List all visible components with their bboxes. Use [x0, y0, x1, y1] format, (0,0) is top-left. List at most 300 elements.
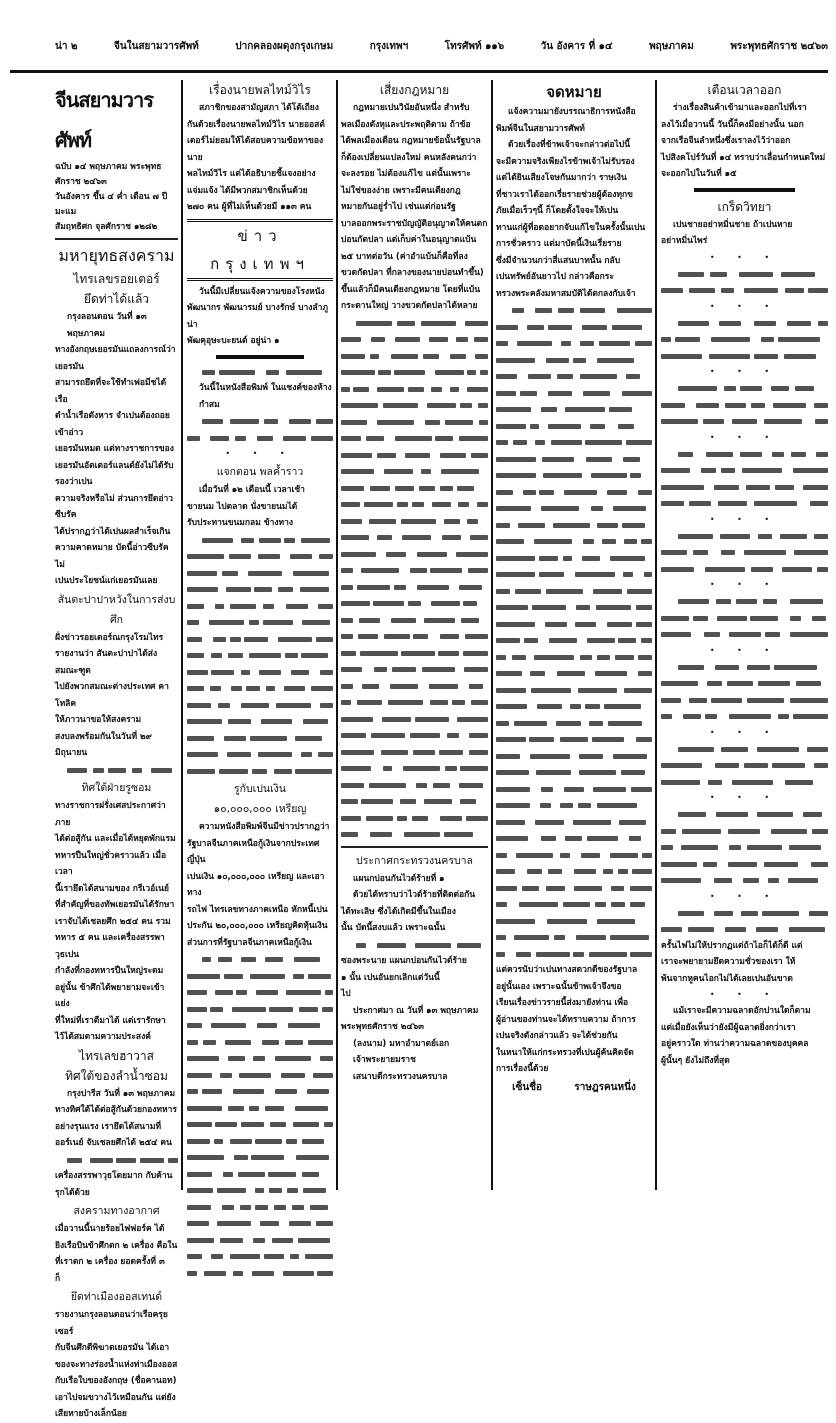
text-smudge [496, 424, 526, 429]
text-smudge [286, 1139, 297, 1144]
text-smudge [641, 539, 652, 544]
illegible-text-line [341, 579, 488, 596]
text-smudge [430, 700, 447, 705]
column-4 [496, 80, 652, 1098]
text-smudge [545, 622, 567, 627]
text-smudge [467, 370, 476, 375]
text-smudge [536, 952, 570, 957]
text-smudge [250, 736, 287, 741]
text-smudge [814, 403, 828, 408]
text-line: ฝั่งข่าวรอยเตอร์ณกรุงโรมไทร [55, 632, 164, 643]
text-smudge [219, 370, 255, 375]
text-smudge [791, 452, 806, 457]
text-smudge [763, 599, 777, 604]
illegible-text-line [55, 762, 178, 779]
text-smudge [369, 783, 406, 788]
text-smudge [593, 787, 626, 792]
text-smudge [250, 974, 285, 979]
text-smudge [249, 653, 281, 658]
text-smudge [743, 878, 758, 883]
illegible-text-line [496, 517, 652, 534]
text-line: แต่เมื่อยังเห็นว่ายังมีผู้ฉลาดยิ่งกว่าเรา [661, 1022, 796, 1033]
text-smudge [286, 604, 308, 609]
text-smudge [211, 653, 222, 658]
illegible-text-line [496, 451, 652, 468]
illegible-text-line [496, 566, 652, 583]
text-smudge [457, 717, 488, 722]
text-smudge [775, 485, 794, 490]
column-3 [341, 80, 488, 1085]
text-smudge [496, 787, 530, 792]
text-line: ได้ทะเลิษ ซึ่งได้เกิดมีขึ้นในเมือง [341, 906, 456, 917]
text-smudge [465, 321, 488, 326]
illegible-text [341, 937, 488, 954]
text-smudge [302, 1139, 323, 1144]
text-smudge [534, 539, 572, 544]
text-smudge [227, 752, 250, 757]
text-smudge [341, 651, 356, 656]
text-smudge [421, 469, 431, 474]
text-smudge [108, 768, 126, 773]
column-divider [655, 80, 657, 1190]
text-smudge [582, 556, 600, 561]
text-line: กรุงลอนดอน วันที่ ๑๓ พฤษภาคม [67, 312, 147, 339]
text-smudge [232, 1007, 266, 1012]
text-smudge [116, 1158, 136, 1163]
dot-separator: • • • [709, 580, 780, 589]
illegible-text-line [187, 680, 333, 697]
text-smudge [609, 407, 633, 412]
text-line: กฎหมายเปนวินัยอันหนึ่ง สำหรับ [353, 103, 470, 113]
text-smudge [517, 341, 552, 346]
text-smudge [721, 468, 735, 473]
text-smudge [583, 539, 594, 544]
text-smudge [187, 1221, 209, 1226]
text-smudge [341, 799, 358, 804]
text-smudge [187, 1089, 198, 1094]
text-smudge [548, 869, 562, 874]
text-line: เปนประโยชน์แก่เยอรมันเลย [55, 576, 158, 586]
text-smudge [603, 869, 613, 874]
text-line: กับเรือใบของอังกฤษ (ชื่อคานอท) [55, 1376, 177, 1386]
text-smudge [289, 1221, 311, 1226]
text-smudge [356, 943, 367, 948]
text-smudge [618, 638, 636, 643]
text-smudge [570, 704, 582, 709]
text-smudge [541, 506, 579, 511]
text-smudge [602, 539, 616, 544]
text-smudge [211, 1254, 223, 1259]
text-line: วันนี้ในหนังสือพิมพ์ ในแชงค์ของห้างกำสม [199, 383, 332, 410]
text-smudge [619, 820, 646, 825]
dot-separator: • • • [709, 252, 780, 262]
text-smudge [622, 391, 652, 396]
text-smudge [464, 667, 488, 672]
text-smudge [721, 747, 748, 752]
illegible-text-line [341, 529, 488, 546]
text-smudge [373, 601, 403, 606]
text-smudge [716, 599, 731, 604]
text-smudge [447, 733, 459, 738]
text-smudge [480, 370, 488, 375]
dot-separator: • • • [709, 727, 780, 737]
text-smudge [287, 1188, 297, 1193]
text-smudge [459, 783, 484, 788]
text-smudge [746, 485, 770, 490]
text-line: ที่ชาวเราได้ออกเรี่ยรายช่วยผู้ต้องทุกข [496, 189, 633, 200]
text-line: จะมีความจริงเพียงไรข้าพเจ้าไม่รับรอง [496, 156, 635, 167]
text-line: ๒๕ บาทต่อวัน (ค่าอำแบ้นก็คือที่ลง [341, 251, 468, 262]
illegible-text-line [661, 839, 828, 856]
text-smudge [496, 869, 515, 874]
text-smudge [295, 1106, 328, 1111]
text-smudge [785, 780, 813, 785]
text-line: เยอรมันหมด แต่ทางราชการของ [55, 444, 174, 454]
text-smudge [263, 620, 292, 625]
text-line: กรุงปารีส วันที่ ๑๓ พฤษภาคม [67, 1088, 176, 1099]
text-smudge [661, 468, 690, 473]
text-line: เปนทรัพย์อันยาวไป กล่าวคือกระ [496, 272, 614, 282]
text-smudge [810, 501, 828, 506]
text-smudge [320, 670, 333, 675]
text-smudge [558, 308, 573, 313]
text-smudge [303, 1188, 326, 1193]
text-smudge [758, 681, 789, 686]
text-smudge [496, 622, 535, 627]
text-smudge [610, 556, 645, 561]
buddhist-era-year: พระพุทธศักราช ๒๔๖๓ [730, 41, 828, 52]
text-smudge [496, 919, 535, 924]
text-smudge [292, 1205, 304, 1210]
text-smudge [341, 832, 358, 837]
text-smudge [412, 816, 429, 821]
illegible-text-line [496, 467, 652, 484]
text-smudge [630, 473, 640, 478]
text-smudge [803, 485, 828, 490]
illegible-text-line [496, 500, 652, 517]
text-smudge [341, 667, 362, 672]
text-smudge [209, 620, 244, 625]
text-smudge [276, 703, 311, 708]
text-smudge [341, 453, 372, 458]
text-smudge [761, 337, 774, 342]
text-smudge [541, 836, 556, 841]
text-smudge [496, 457, 536, 462]
text-smudge [630, 952, 652, 957]
text-line: ทหารปืนใหญ่ชั่วคราวแล้ว เมื่อเวลา [55, 850, 167, 877]
text-smudge [319, 554, 333, 559]
illegible-text-line [496, 302, 652, 319]
text-smudge [311, 686, 333, 691]
text-smudge [463, 601, 478, 606]
illegible-text-line [661, 397, 828, 414]
text-smudge [226, 587, 251, 592]
illegible-text [187, 364, 333, 381]
text-smudge [780, 534, 807, 539]
text-smudge [459, 436, 488, 441]
text-smudge [253, 1056, 266, 1061]
illegible-text-line [187, 1149, 333, 1166]
text-line: วันนี้มีเปลี่ยนแจ้งความของโรงหนัง [199, 286, 325, 297]
text-smudge [435, 370, 463, 375]
illegible-text-line [341, 463, 488, 480]
text-line: ๒๗๐ คน ผู้ที่ไม่เห็นด้วยมี ๑๑๓ คน [187, 202, 312, 212]
dot-separator: • • • [709, 301, 780, 311]
text-line: พ้นจากหูคนไอกไม่ได้เลยเปนอันขาด [661, 973, 793, 984]
text-smudge [546, 589, 583, 594]
text-smudge [231, 686, 242, 691]
text-smudge [364, 502, 393, 507]
text-smudge [471, 700, 488, 705]
text-smudge [440, 486, 453, 491]
text-smudge [187, 719, 222, 724]
text-smudge [269, 1007, 293, 1012]
illegible-text-line [661, 856, 828, 873]
illegible-text [661, 659, 828, 725]
text-line: ได้ปรากฏว่าได้เปนผลสำเร็จเกิน [55, 526, 171, 537]
text-smudge [764, 862, 799, 867]
text-smudge [238, 1172, 265, 1177]
text-smudge [785, 288, 804, 293]
text-smudge [496, 539, 524, 544]
text-smudge [519, 902, 559, 907]
text-smudge [284, 686, 306, 691]
text-smudge [725, 927, 747, 932]
text-smudge [258, 554, 280, 559]
divider-rule [341, 843, 488, 851]
text-line: ไว้ได้สมตามความประสงค์ [55, 1032, 151, 1042]
text-smudge [236, 990, 247, 995]
text-smudge [366, 436, 384, 441]
text-smudge [357, 585, 389, 590]
text-smudge [774, 665, 817, 670]
text-smudge [496, 572, 535, 577]
text-line: กับจีนศึกดีพิฆาตเยอรมัน ได้เอา [55, 1343, 170, 1353]
illegible-text-line [496, 913, 652, 930]
illegible-text-line [341, 496, 488, 513]
dot-separator: • • • [225, 449, 295, 458]
illegible-text [496, 302, 652, 962]
text-line: ก็ [55, 1273, 61, 1284]
dot-separator: • • • [709, 514, 780, 524]
text-smudge [202, 538, 233, 543]
text-line: ได้พลเมืองเดือน กฎหมายข้อนั้นรัฐบาล [341, 136, 481, 146]
illegible-text-line [187, 984, 333, 1001]
text-smudge [284, 538, 294, 543]
text-smudge [357, 700, 383, 705]
text-smudge [211, 1023, 246, 1028]
text-smudge [187, 752, 218, 757]
text-smudge [575, 572, 615, 577]
text-smudge [187, 686, 204, 691]
text-smudge [253, 1238, 265, 1243]
text-smudge [466, 816, 488, 821]
text-smudge [187, 1139, 210, 1144]
text-smudge [395, 486, 414, 491]
illegible-text-line [496, 748, 652, 765]
text-smudge [590, 424, 605, 429]
text-smudge [402, 535, 432, 540]
column-1 [55, 80, 178, 1423]
text-smudge [764, 419, 801, 424]
text-smudge [286, 370, 323, 375]
text-smudge [293, 974, 304, 979]
section-heading: เตือนเวลาออก [707, 83, 782, 97]
text-smudge [469, 733, 488, 738]
text-smudge [320, 1056, 333, 1061]
text-smudge [362, 684, 379, 689]
text-smudge [410, 568, 427, 573]
text-smudge [812, 616, 826, 621]
text-line: ขึ้นแล้วก็มีคนเดียงกฎหมาย โดยที่แบ้น [341, 284, 481, 295]
illegible-text-line [496, 814, 652, 831]
text-smudge [225, 1040, 251, 1045]
text-smudge [210, 1007, 222, 1012]
text-smudge [371, 337, 385, 342]
text-smudge [278, 587, 293, 592]
text-smudge [597, 523, 618, 528]
text-line: ผู้อ่านของท่านจะได้ทราบความ ถ้าการ [496, 1014, 636, 1025]
text-smudge [290, 554, 312, 559]
text-smudge [710, 272, 726, 277]
illegible-text-line [496, 319, 652, 336]
text-smudge [230, 637, 241, 642]
text-smudge [523, 490, 536, 495]
text-smudge [496, 391, 516, 396]
text-smudge [187, 703, 211, 708]
text-line: พัฒนากร พัฒนารมย์ บางรักษ์ บางลำภูน่า [187, 303, 329, 330]
text-smudge [305, 1254, 333, 1259]
text-smudge [630, 886, 652, 891]
text-smudge [729, 714, 771, 719]
text-smudge [246, 686, 260, 691]
text-smudge [595, 671, 626, 676]
text-smudge [432, 502, 450, 507]
text-line: รับประทานขนมกลม ข้างทาง [187, 518, 294, 528]
text-smudge [233, 1089, 264, 1094]
illegible-text-line [341, 381, 488, 398]
illegible-text-line [341, 513, 488, 530]
text-smudge [580, 308, 605, 313]
text-line: ประกาศมา ณ วันที่ ๑๓ พฤษภาคม [353, 1005, 479, 1016]
text-smudge [595, 902, 606, 907]
text-smudge [811, 862, 828, 867]
text-smudge [285, 1040, 303, 1045]
text-smudge [218, 957, 232, 962]
text-smudge [401, 651, 434, 656]
dot-separator: • • • [709, 367, 780, 376]
text-smudge [187, 1155, 224, 1160]
illegible-text-line [187, 763, 333, 780]
text-smudge [771, 829, 807, 834]
text-smudge [274, 769, 292, 774]
text-smudge [168, 1158, 178, 1163]
text-smudge [496, 671, 522, 676]
section-heading: ไทรเลขฮาวาส [79, 1048, 154, 1063]
text-smudge [286, 990, 321, 995]
text-smudge [818, 321, 828, 326]
text-smudge [703, 862, 717, 867]
text-smudge [249, 1106, 259, 1111]
text-line: ซึ่งมีจำนวนกว่าสี่แสนบาทนั้น กลับ [496, 255, 621, 266]
illegible-text-line [496, 583, 652, 600]
text-smudge [307, 1089, 329, 1094]
illegible-text-line [341, 430, 488, 447]
illegible-text-line [661, 610, 828, 627]
text-smudge [576, 935, 606, 940]
text-smudge [732, 419, 757, 424]
text-line: แม้เราจะมีความฉลาดอักปานใดก็ตาม [673, 1006, 811, 1016]
text-smudge [228, 653, 243, 658]
illegible-text-line [187, 1116, 333, 1133]
text-smudge [793, 468, 828, 473]
illegible-text-line [187, 697, 333, 714]
text-line: แผนกบ่อนกันไวด์ร้ายที่ ๑ [353, 873, 445, 884]
text-smudge [475, 354, 488, 359]
text-smudge [531, 688, 571, 693]
column-divider [336, 80, 338, 1190]
text-line: ทางอังกฤษเยอรมันแถลงการณ์ว่าเยอรมัน [55, 345, 176, 372]
illegible-text-line [187, 1199, 333, 1216]
illegible-text-line [496, 715, 652, 732]
text-smudge [520, 391, 537, 396]
text-smudge [678, 452, 693, 457]
illegible-text-line [341, 480, 488, 497]
text-line: ไปยังพวกสมณะต่างประเทศ คาโทลิค [55, 682, 169, 709]
dateline: ฉบับ ๑๔ พฤษภาคม พระพุทธศักราช ๒๔๖๓ [55, 162, 162, 187]
text-smudge [644, 572, 652, 577]
text-smudge [496, 803, 530, 808]
illegible-text-line [661, 806, 828, 823]
text-smudge [790, 616, 802, 621]
ornament-divider [187, 350, 333, 364]
text-smudge [422, 667, 454, 672]
illegible-text-line [341, 595, 488, 612]
text-smudge [514, 721, 547, 726]
text-smudge [678, 534, 714, 539]
illegible-text-line [661, 659, 828, 676]
text-smudge [220, 1073, 232, 1078]
illegible-text-line [341, 694, 488, 711]
text-smudge [661, 288, 683, 293]
text-line: รัฐบาลจีนภาคเหนือกู้เงินจากประเทศญี่ปุ่น [187, 838, 320, 865]
text-smudge [341, 783, 364, 788]
text-smudge [714, 878, 732, 883]
text-smudge [551, 440, 582, 445]
text-smudge [459, 585, 482, 590]
text-smudge [661, 337, 671, 342]
text-smudge [275, 1089, 297, 1094]
text-smudge [230, 604, 256, 609]
illegible-text-line [661, 266, 828, 283]
text-smudge [477, 502, 488, 507]
text-smudge [412, 502, 424, 507]
text-line: เปนเงิน ๑๐,๐๐๐,๐๐๐ เหรียญ และเอาทาง [187, 871, 325, 898]
text-smudge [541, 407, 558, 412]
text-smudge [516, 952, 531, 957]
text-smudge [452, 700, 465, 705]
text-smudge [341, 601, 370, 606]
text-smudge [384, 469, 413, 474]
illegible-text-line [341, 546, 488, 563]
text-smudge [470, 535, 488, 540]
text-smudge [561, 341, 571, 346]
text-line: ขายนม ไปตลาด นั่งขายนมได้ [187, 501, 298, 512]
text-smudge [249, 620, 258, 625]
text-smudge [210, 686, 221, 691]
text-smudge [318, 604, 333, 609]
text-smudge [224, 736, 246, 741]
